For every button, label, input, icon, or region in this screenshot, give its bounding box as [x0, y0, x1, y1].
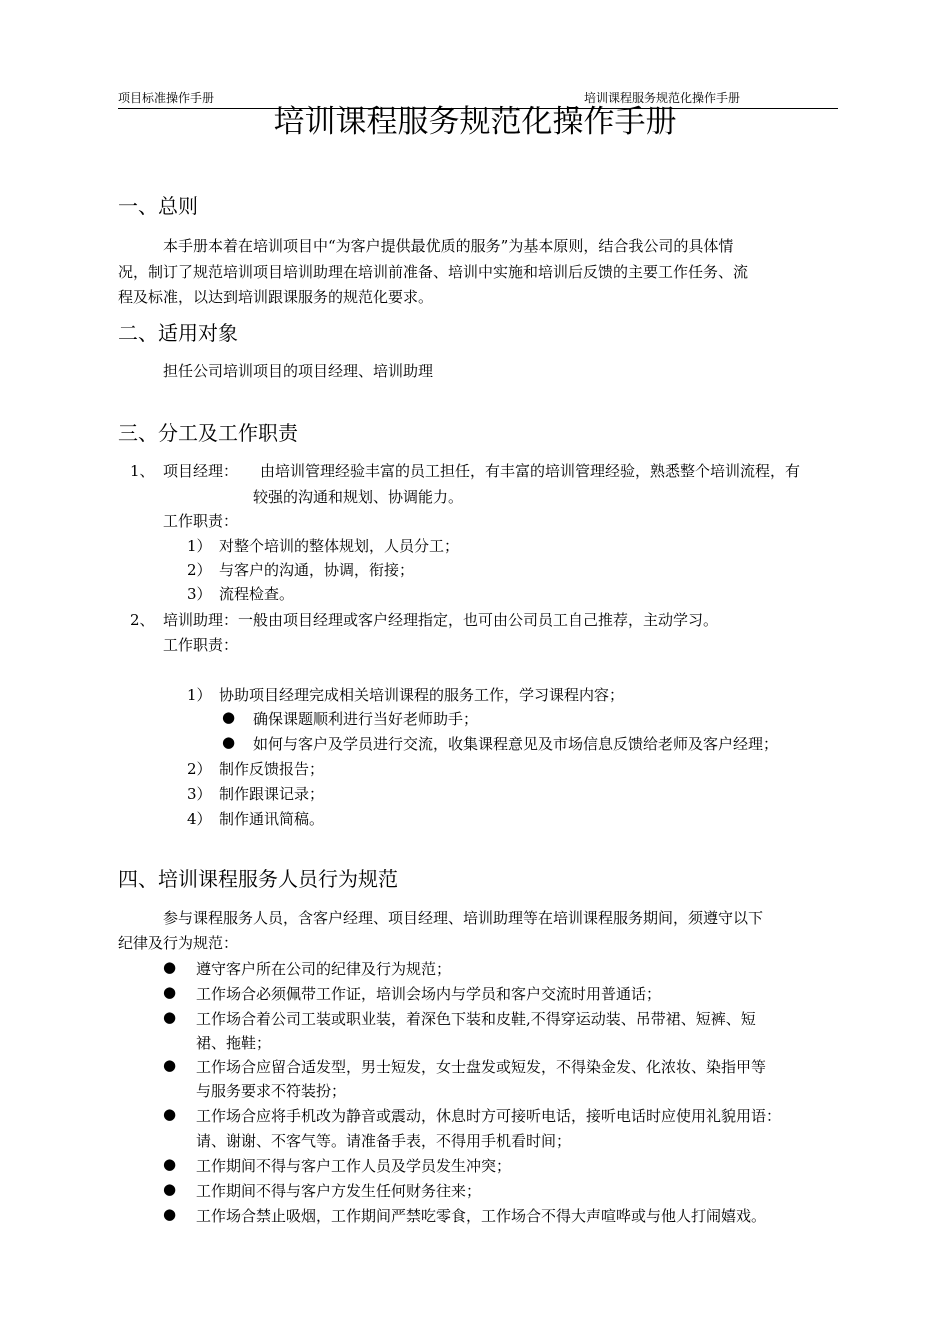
bullet-icon: ●: [222, 733, 236, 751]
s4-bullet-1: 遵守客户所在公司的纪律及行为规范；: [196, 960, 452, 978]
s3-r2-item-1-num: 1）: [187, 686, 212, 704]
s3-r1-label: 项目经理：: [163, 462, 239, 480]
section-1-heading: 一、总则: [118, 194, 198, 218]
bullet-icon: ●: [163, 1155, 177, 1173]
s4-bullet-2: 工作场合必须佩带工作证，培训会场内与学员和客户交流时用普通话；: [196, 985, 662, 1003]
s3-r1-line-1: 由培训管理经验丰富的员工担任，有丰富的培训管理经验，熟悉整个培训流程，有: [260, 462, 801, 480]
header-right: 培训课程服务规范化操作手册: [584, 91, 741, 105]
header-left: 项目标准操作手册: [118, 91, 215, 105]
s3-r2-num: 2、: [130, 611, 155, 629]
s4-intro-2: 纪律及行为规范：: [118, 934, 239, 952]
section-4-heading: 四、培训课程服务人员行为规范: [118, 867, 398, 891]
s3-r1-item-3-num: 3）: [187, 585, 212, 603]
s3-r1-item-2-num: 2）: [187, 561, 212, 579]
page-title: 培训课程服务规范化操作手册: [273, 104, 677, 140]
s3-r1-duty: 工作职责：: [163, 512, 239, 530]
s4-bullet-4-cont: 与服务要求不符装扮；: [196, 1082, 347, 1100]
s4-bullet-3: 工作场合着公司工装或职业装，着深色下装和皮鞋,不得穿运动装、吊带裙、短裤、短: [196, 1010, 756, 1028]
bullet-icon: ●: [163, 1180, 177, 1198]
bullet-icon: ●: [163, 1056, 177, 1074]
s3-r1-item-2: 与客户的沟通，协调，衔接；: [219, 561, 415, 579]
bullet-icon: ●: [163, 1105, 177, 1123]
s4-bullet-3-cont: 裙、拖鞋；: [196, 1034, 272, 1052]
s4-bullet-7: 工作期间不得与客户方发生任何财务往来；: [196, 1182, 482, 1200]
bullet-icon: ●: [163, 1008, 177, 1026]
s4-bullet-5: 工作场合应将手机改为静音或震动，休息时方可接听电话，接听电话时应使用礼貌用语：: [196, 1107, 782, 1125]
bullet-icon: ●: [222, 708, 236, 726]
s3-r2-text: 培训助理：一般由项目经理或客户经理指定，也可由公司员工自己推荐，主动学习。: [163, 611, 719, 629]
bullet-icon: ●: [163, 958, 177, 976]
s1-line-3: 程及标准，以达到培训跟课服务的规范化要求。: [118, 288, 434, 306]
bullet-icon: ●: [163, 1205, 177, 1223]
section-3-heading: 三、分工及工作职责: [118, 421, 298, 445]
s3-r1-item-1: 对整个培训的整体规划，人员分工；: [219, 537, 460, 555]
s3-r2-item-3: 制作跟课记录；: [219, 785, 325, 803]
bullet-icon: ●: [163, 983, 177, 1001]
s4-bullet-4: 工作场合应留合适发型，男士短发，女士盘发或短发，不得染金发、化浓妆、染指甲等: [196, 1058, 767, 1076]
s3-r2-item-4-num: 4）: [187, 810, 212, 828]
s1-line-1: 本手册本着在培训项目中“为客户提供最优质的服务”为基本原则，结合我公司的具体情: [163, 237, 734, 255]
s4-intro-1: 参与课程服务人员，含客户经理、项目经理、培训助理等在培训课程服务期间，须遵守以下: [163, 909, 764, 927]
s3-r2-sub-2: 如何与客户及学员进行交流，收集课程意见及市场信息反馈给老师及客户经理；: [253, 735, 779, 753]
s3-r1-num: 1、: [130, 462, 155, 480]
s1-line-2: 况，制订了规范培训项目培训助理在培训前准备、培训中实施和培训后反馈的主要工作任务、流: [118, 263, 749, 281]
s3-r1-line-2: 较强的沟通和规划、协调能力。: [253, 488, 464, 506]
s3-r2-item-2: 制作反馈报告；: [219, 760, 325, 778]
s2-text: 担任公司培训项目的项目经理、培训助理: [163, 362, 434, 380]
s3-r2-item-2-num: 2）: [187, 760, 212, 778]
s3-r1-item-1-num: 1）: [187, 537, 212, 555]
s4-bullet-5-cont: 请、谢谢、不客气等。请准备手表，不得用手机看时间；: [196, 1132, 572, 1150]
s3-r2-sub-1: 确保课题顺利进行当好老师助手；: [253, 710, 479, 728]
s3-r2-duty: 工作职责：: [163, 636, 239, 654]
section-2-heading: 二、适用对象: [118, 321, 238, 345]
s3-r1-item-3: 流程检查。: [219, 585, 295, 603]
s4-bullet-6: 工作期间不得与客户工作人员及学员发生冲突；: [196, 1157, 512, 1175]
s3-r2-item-4: 制作通讯简稿。: [219, 810, 325, 828]
s3-r2-item-1: 协助项目经理完成相关培训课程的服务工作，学习课程内容；: [219, 686, 625, 704]
s4-bullet-8: 工作场合禁止吸烟，工作期间严禁吃零食，工作场合不得大声喧哗或与他人打闹嬉戏。: [196, 1207, 767, 1225]
s3-r2-item-3-num: 3）: [187, 785, 212, 803]
